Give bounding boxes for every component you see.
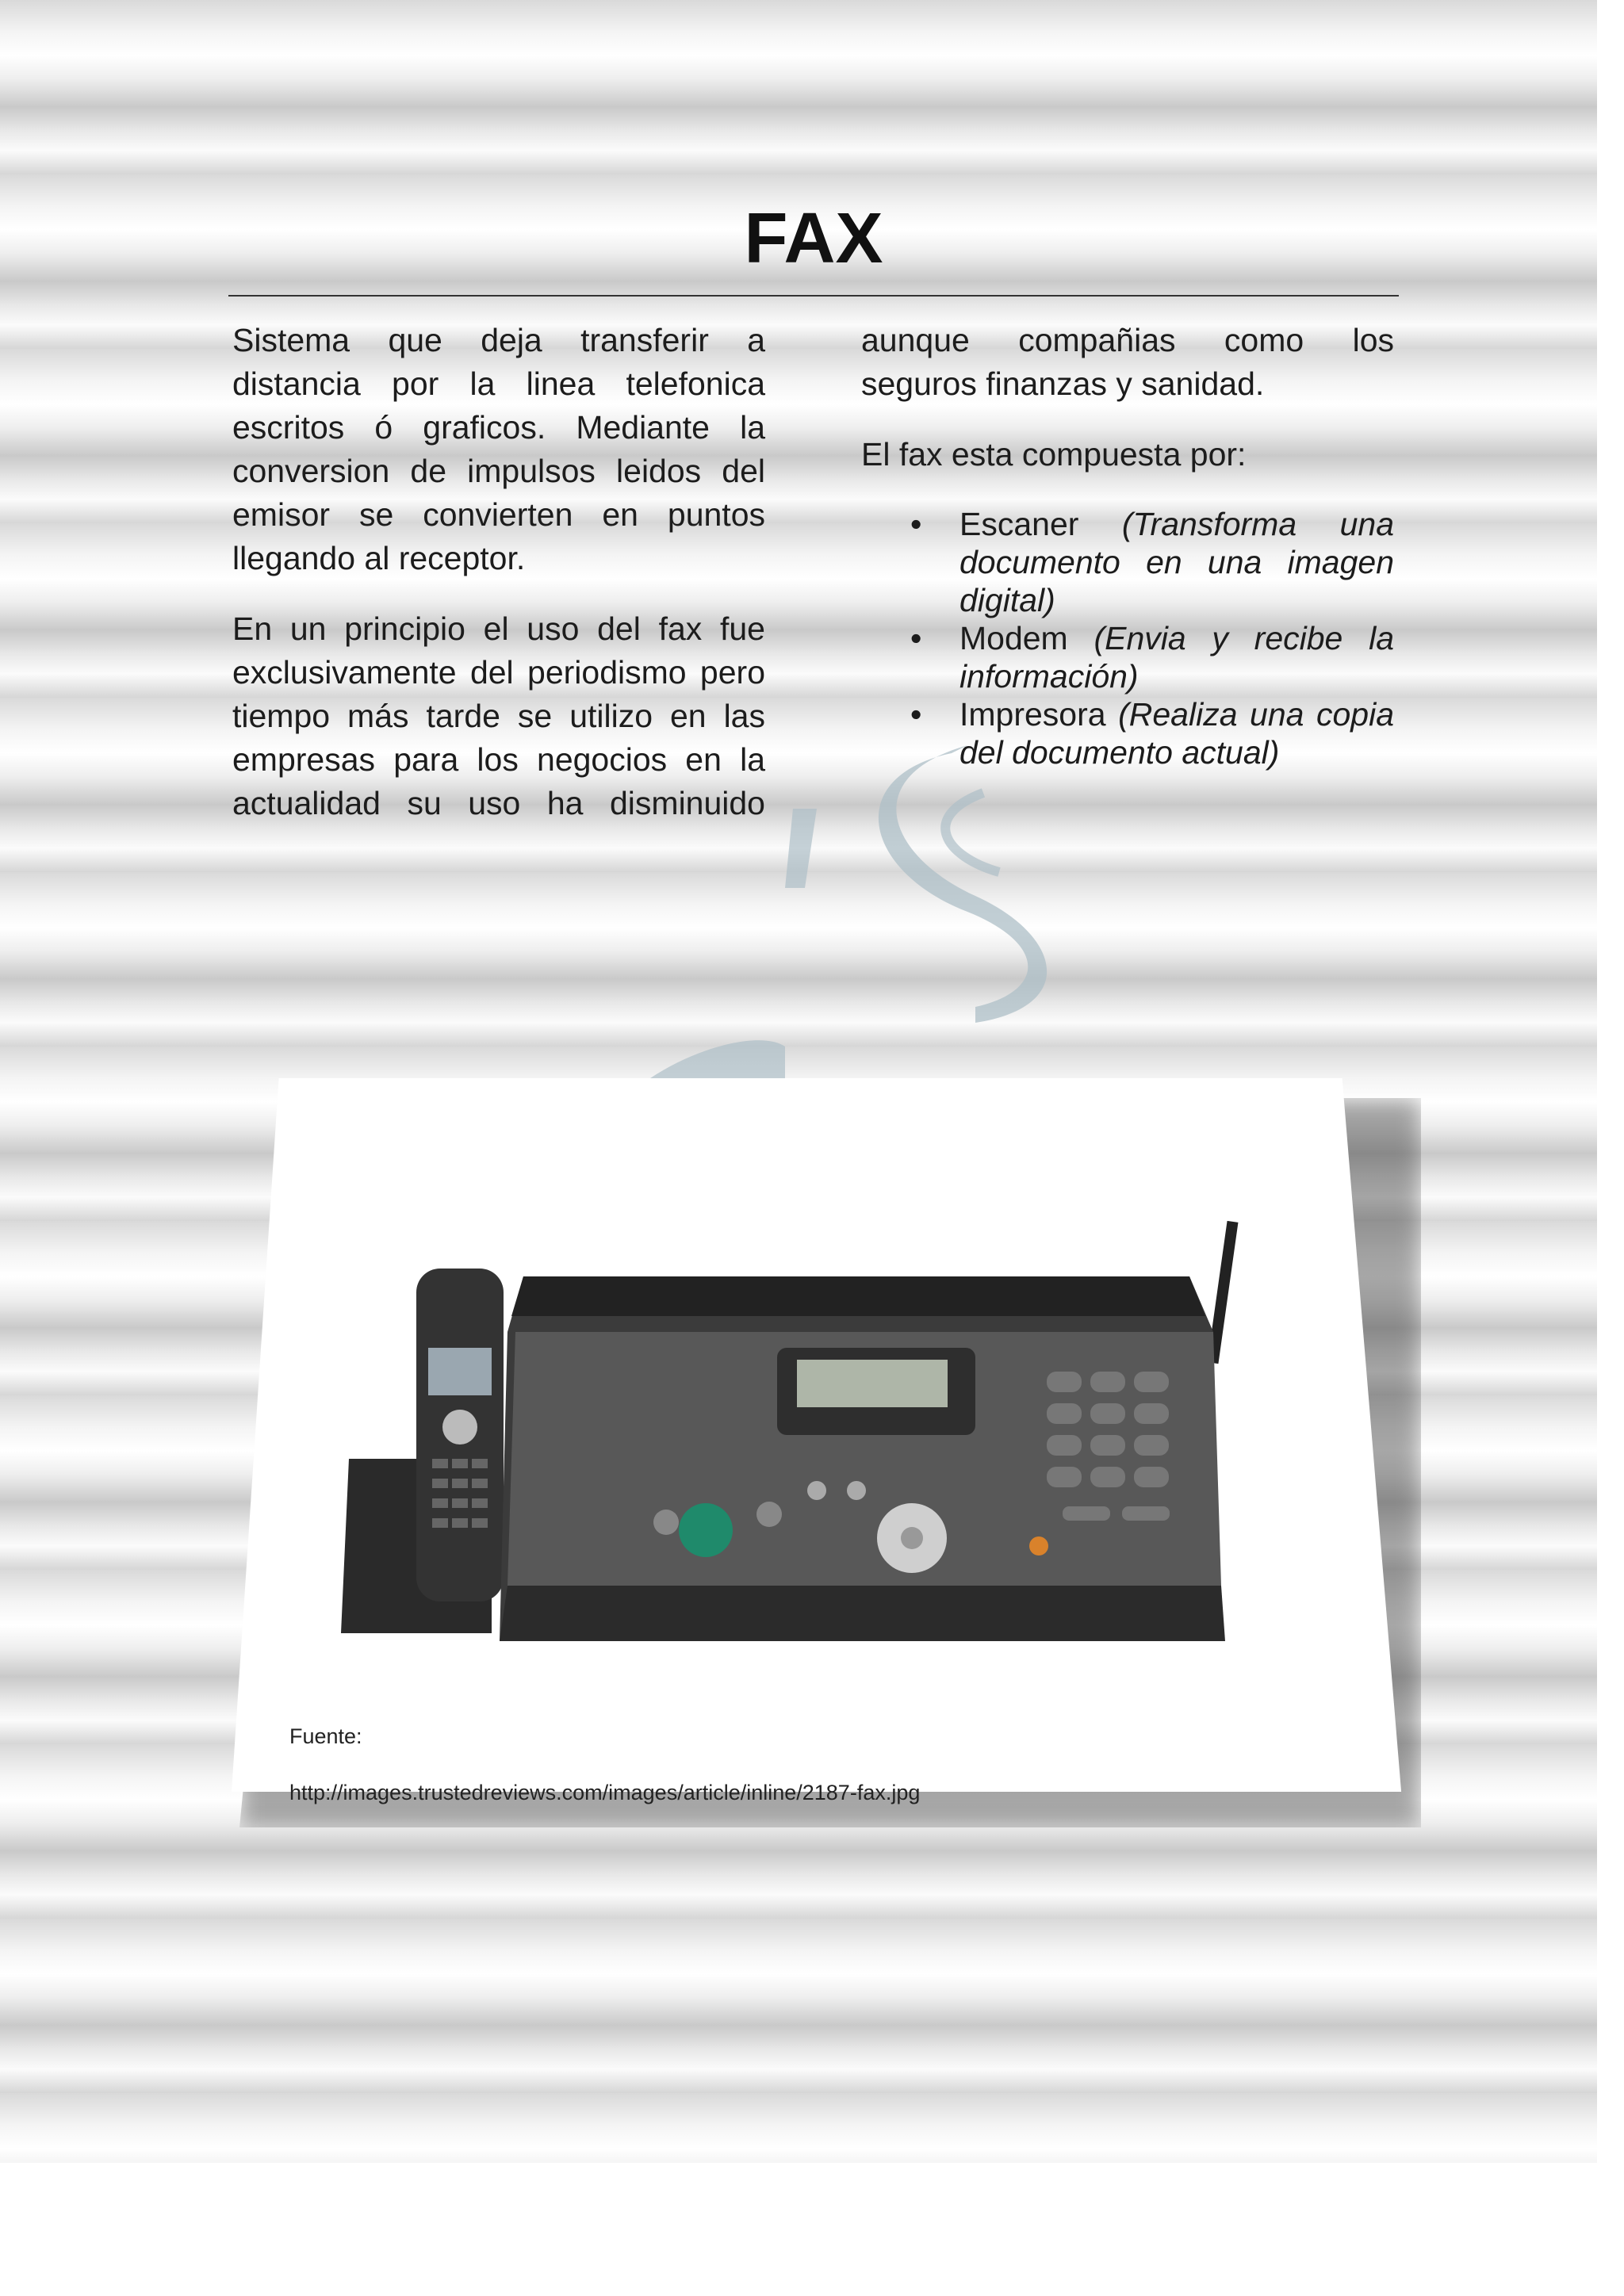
component-name: Modem bbox=[959, 620, 1068, 656]
right-column bbox=[861, 319, 1394, 771]
figure-caption-url: http://images.trustedreviews.com/images/article/inline/2187-fax.jpg bbox=[289, 1781, 921, 1804]
fax-machine-image bbox=[333, 1221, 1285, 1665]
component-name: Escaner bbox=[959, 506, 1079, 542]
paragraph-history: En un principio el uso del fax fue exclusivamente del periodismo pero tiempo más tarde se utilizo en las empresas para los negocios en la actualidad su uso ha disminuido bbox=[232, 610, 765, 821]
list-item bbox=[959, 695, 1394, 771]
list-item bbox=[959, 505, 1394, 619]
list-item bbox=[959, 619, 1394, 695]
title-divider bbox=[228, 295, 1399, 297]
paragraph-components-intro: El fax esta compuesta por: bbox=[861, 436, 1247, 473]
left-column bbox=[232, 319, 765, 852]
paragraph-intro: Sistema que deja transferir a distancia por la linea telefonica escritos ó graficos. Mediante la conversion de impulsos leidos del emisor se convierten en puntos llegando al receptor. bbox=[232, 322, 765, 576]
component-description: (Transforma una documento en una imagen digital) bbox=[959, 506, 1394, 618]
paragraph-continuation: aunque compañias como los seguros finanzas y sanidad. bbox=[861, 322, 1394, 402]
component-description: (Envia y recibe la información) bbox=[959, 620, 1394, 695]
components-list bbox=[861, 505, 1394, 771]
figure-caption-label: Fuente: bbox=[289, 1724, 362, 1748]
component-description: (Realiza una copia del documento actual) bbox=[959, 696, 1394, 771]
component-name: Impresora bbox=[959, 696, 1106, 733]
page-title: FAX bbox=[744, 199, 883, 278]
